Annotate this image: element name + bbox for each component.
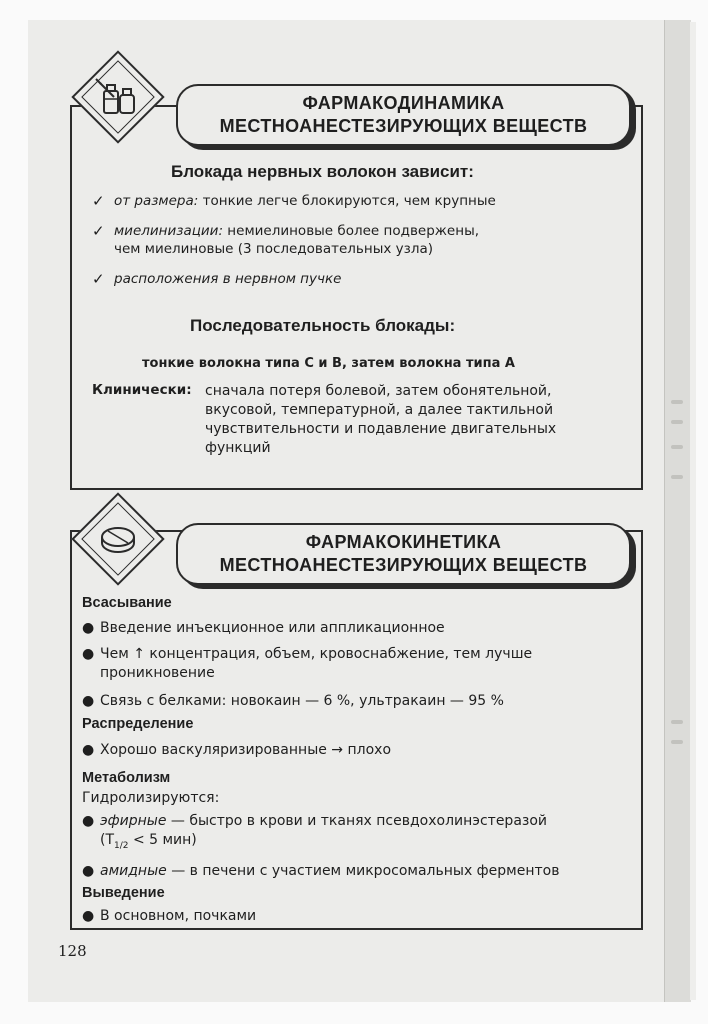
metabolism-heading: Метаболизм [82,770,171,786]
factor-myelination: ✓ миелинизации: немиелиновые более подвержены, чем миелиновые (3 последовательных узла) [92,222,480,257]
factor-size: ✓ от размера: тонкие легче блокируются, чем крупные [92,192,496,210]
pill-tablet-icon [90,511,146,567]
bullet-icon: ● [82,646,95,662]
check-icon: ✓ [92,270,105,288]
bullet-icon: ● [82,908,95,924]
distribution-heading: Распределение [82,716,194,732]
bullet-icon: ● [82,863,95,879]
distribution-item: ● Хорошо васкуляризированные → плохо [82,742,392,758]
metabolism-ester-item: ● эфирные — быстро в крови и тканях псевдохолинэстеразой ($T_{1/2} < 5$ мин) [82,812,547,856]
check-icon: ✓ [92,222,105,240]
excretion-heading: Выведение [82,885,165,901]
syringe-ampoule-icon [90,69,146,125]
absorption-item-protein-binding: ● Связь с белками: новокаин — 6 %, ультракаин — 95 % [82,693,504,709]
pharmacokinetics-title-banner [176,523,631,585]
check-icon: ✓ [92,192,105,210]
pharmacodynamics-title-line1: ФАРМАКОДИНАМИКА [302,93,505,113]
pharmacokinetics-title-line2: МЕСТНОАНЕСТЕЗИРУЮЩИХ ВЕЩЕСТВ [219,555,588,575]
clinical-label: Клинически: [92,382,192,398]
adjacent-page-edge [664,20,691,1002]
pharmacodynamics-title-banner [176,84,631,146]
page-stack-edge [690,22,696,1000]
bullet-icon: ● [82,813,95,829]
bullet-icon: ● [82,742,95,758]
absorption-item-concentration: ● Чем ↑ концентрация, объем, кровоснабжение, тем лучше проникновение [82,646,533,681]
sequence-text: тонкие волокна типа С и В, затем волокна типа А [142,356,515,371]
absorption-item-route: ● Введение инъекционное или аппликационное [82,620,445,636]
sequence-heading: Последовательность блокады: [190,316,456,335]
clinical-description: сначала потеря болевой, затем обонятельной, вкусовой, температурной, а далее тактильной чувствительности и подавление двигательных функций [205,383,557,456]
bullet-icon: ● [82,620,95,636]
blockade-heading: Блокада нервных волокон зависит: [171,162,474,181]
metabolism-amide-item: ● амидные — в печени с участием микросомальных ферментов [82,863,560,879]
pharmacodynamics-title-line2: МЕСТНОАНЕСТЕЗИРУЮЩИХ ВЕЩЕСТВ [219,116,588,136]
excretion-item: ● В основном, почками [82,908,257,924]
page-number: 128 [58,942,87,960]
up-arrow-icon: ↑ [133,646,145,662]
pharmacokinetics-title-line1: ФАРМАКОКИНЕТИКА [305,532,502,552]
bullet-icon: ● [82,693,95,709]
metabolism-intro: Гидролизируются: [82,790,220,806]
factor-location: ✓ расположения в нервном пучке [92,270,342,288]
absorption-heading: Всасывание [82,595,172,611]
